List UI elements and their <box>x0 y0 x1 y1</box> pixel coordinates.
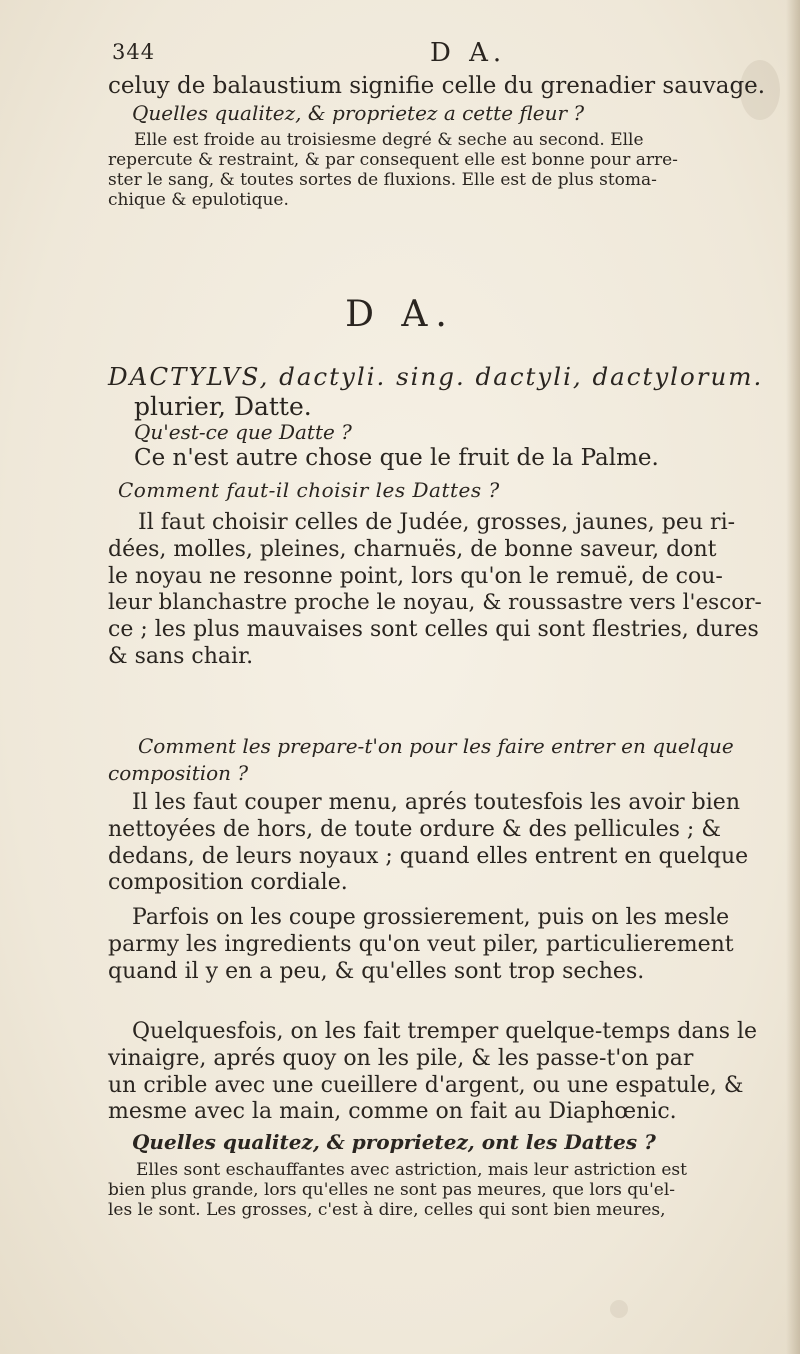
text-line: dedans, de leurs noyaux ; quand elles entrent en quelque <box>108 843 749 869</box>
text-line: chique & epulotique. <box>108 190 289 210</box>
entry-plural: plurier, Datte. <box>134 392 312 421</box>
paragraph <box>108 790 768 897</box>
text-line: Ce n'est autre chose que le fruit de la Palme. <box>134 445 659 471</box>
page-header <box>112 40 712 76</box>
paragraph <box>134 445 794 471</box>
intro-line <box>108 72 768 100</box>
entry-headword: DACTYLVS, dactyli. sing. dactyli, dactylorum. <box>108 362 764 391</box>
question-text: composition ? <box>108 761 249 785</box>
text-line: quand il y en a peu, & qu'elles sont trop seches. <box>108 958 645 984</box>
question-text: Qu'est-ce que Datte ? <box>134 420 352 444</box>
text-line: ce ; les plus mauvaises sont celles qui sont flestries, dures <box>108 617 759 643</box>
paragraph <box>108 1160 768 1220</box>
text-line: leur blanchastre proche le noyau, & roussastre vers l'escor- <box>108 590 762 616</box>
text-line: Il faut choisir celles de Judée, grosses, jaunes, peu ri- <box>138 510 736 535</box>
text-line: dées, molles, pleines, charnuës, de bonne saveur, dont <box>108 536 717 562</box>
text-line: nettoyées de hors, de toute ordure & des pellicules ; & <box>108 816 721 842</box>
text-line: mesme avec la main, comme on fait au Diaphœnic. <box>108 1099 677 1125</box>
page-number: 344 <box>112 40 156 64</box>
text-line: Elles sont eschauffantes avec astriction, mais leur astriction est <box>136 1160 687 1180</box>
text-line: vinaigre, aprés quoy on les pile, & les passe-t'on par <box>108 1045 694 1071</box>
text-line: les le sont. Les grosses, c'est à dire, celles qui sont bien meures, <box>108 1200 666 1220</box>
dictionary-entry <box>108 362 768 422</box>
text-line: ster le sang, & toutes sortes de fluxions. Elle est de plus stoma- <box>108 170 657 190</box>
paragraph <box>108 1019 768 1126</box>
question-text: Quelles qualitez, & proprietez, ont les Dattes ? <box>132 1130 656 1154</box>
question-heading <box>132 100 792 126</box>
text-line: bien plus grande, lors qu'elles ne sont pas meures, que lors qu'el- <box>108 1180 676 1200</box>
paragraph <box>108 510 768 671</box>
text-line: repercute & restraint, & par consequent elle est bonne pour arre- <box>108 150 678 170</box>
question-heading <box>118 478 778 502</box>
question-text: Quelles qualitez, & proprietez a cette fleur ? <box>132 101 585 125</box>
text-line: parmy les ingredients qu'on veut piler, particulierement <box>108 931 734 957</box>
text-line: Elle est froide au troisiesme degré & seche au second. Elle <box>134 130 644 150</box>
text-line: un crible avec une cueillere d'argent, ou une espatule, & <box>108 1072 744 1098</box>
text-line: Il les faut couper menu, aprés toutesfois les avoir bien <box>132 790 740 815</box>
paper-stain <box>610 1300 628 1318</box>
question-heading <box>132 1130 792 1154</box>
running-head: D A. <box>430 38 507 68</box>
text-line: Parfois on les coupe grossierement, puis on les mesle <box>132 905 730 930</box>
paragraph <box>108 130 768 210</box>
text-line: & sans chair. <box>108 643 254 669</box>
question-heading <box>134 420 794 444</box>
text-line: le noyau ne resonne point, lors qu'on le remuë, de cou- <box>108 563 723 589</box>
text-line: celuy de balaustium signifie celle du grenadier sauvage. <box>108 73 766 99</box>
section-title: D A. <box>345 294 455 335</box>
question-heading <box>108 733 768 787</box>
question-text: Comment les prepare-t'on pour les faire entrer en quelque <box>138 734 734 758</box>
text-line: Quelquesfois, on les fait tremper quelque-temps dans le <box>132 1019 758 1044</box>
paragraph <box>108 905 768 985</box>
question-text: Comment faut-il choisir les Dattes ? <box>118 478 500 502</box>
text-line: composition cordiale. <box>108 870 348 896</box>
